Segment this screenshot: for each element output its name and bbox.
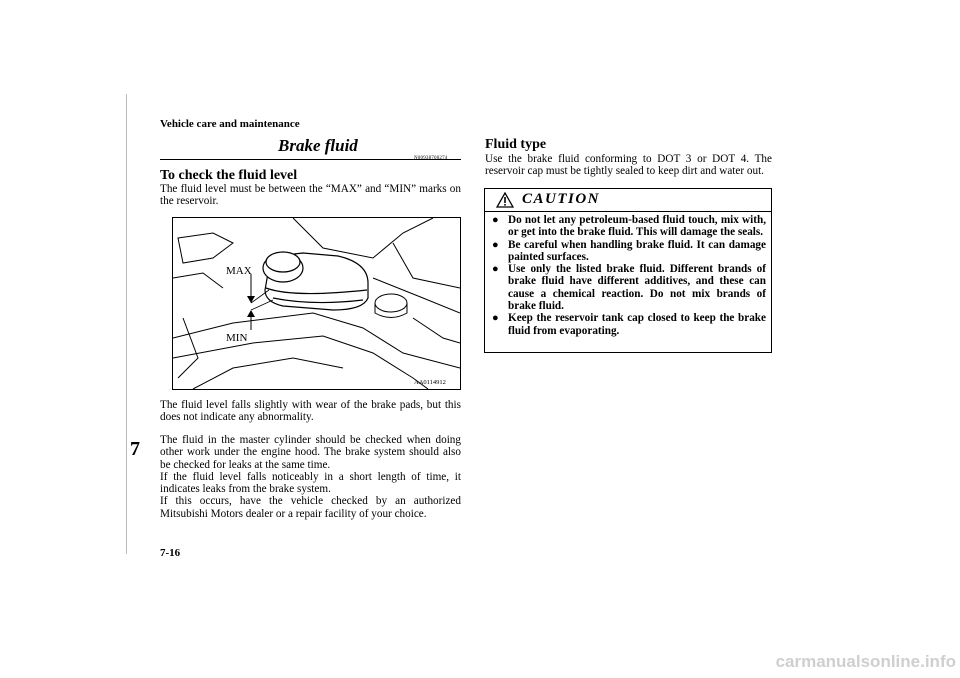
paragraph-pad-wear: The fluid level falls slightly with wear of the brake pads, but this does not indicate any abnormality. (160, 399, 461, 424)
bullet-icon: ● (492, 312, 499, 325)
caution-box (484, 188, 772, 353)
bullet-icon: ● (492, 263, 499, 276)
bullet-icon: ● (492, 214, 499, 226)
figure-code: AA0114912 (414, 379, 446, 386)
subheading-check-level: To check the fluid level (160, 168, 298, 183)
caution-title: CAUTION (522, 191, 601, 207)
caution-list (492, 214, 766, 337)
paragraph-fluid-type: Use the brake fluid conforming to DOT 3 or DOT 4. The reservoir cap must be tightly sealed to keep dirt and water out. (485, 153, 772, 178)
inspection-line-1: The fluid in the master cylinder should be checked when doing other work under the engine hood. The brake system should also be checked for leaks at the same time. (160, 434, 461, 471)
caution-header (485, 189, 771, 212)
watermark: carmanualsonline.info (775, 652, 956, 671)
inspection-line-2: If the fluid level falls noticeably in a short length of time, it indicates leaks from the brake system. (160, 470, 461, 496)
reservoir-illustration (172, 217, 461, 390)
paragraph-inspection (160, 434, 461, 520)
margin-line (126, 94, 127, 554)
running-header: Vehicle care and maintenance (160, 118, 300, 130)
max-label: MAX (226, 265, 252, 277)
caution-item: ● Do not let any petroleum-based fluid touch, mix with, or get into the brake fluid. This will damage the seals. (492, 214, 766, 239)
chapter-tab: 7 (130, 438, 140, 460)
bullet-icon: ● (492, 238, 499, 251)
caution-item: ● Be careful when handling brake fluid. It can damage painted surfaces. (492, 238, 766, 263)
reservoir-drawing (173, 218, 460, 389)
paragraph-level-marks: The fluid level must be between the “MAX” and “MIN” marks on the reservoir. (160, 183, 461, 208)
min-label: MIN (226, 332, 248, 344)
inspection-line-3: If this occurs, have the vehicle checked by an authorized Mitsubishi Motors dealer or a repair facility of your choice. (160, 495, 461, 520)
section-title: Brake fluid (278, 136, 358, 155)
title-rule (160, 159, 461, 160)
caution-item: ● Use only the listed brake fluid. Different brands of brake fluid have different additives, and these can cause a chemical reaction. Do not mix brands of brake fluid. (492, 263, 766, 313)
warning-triangle-icon (496, 192, 514, 208)
caution-item: ● Keep the reservoir tank cap closed to keep the brake fluid from evaporating. (492, 312, 766, 337)
page-number: 7-16 (160, 547, 181, 559)
subheading-fluid-type: Fluid type (485, 137, 547, 152)
